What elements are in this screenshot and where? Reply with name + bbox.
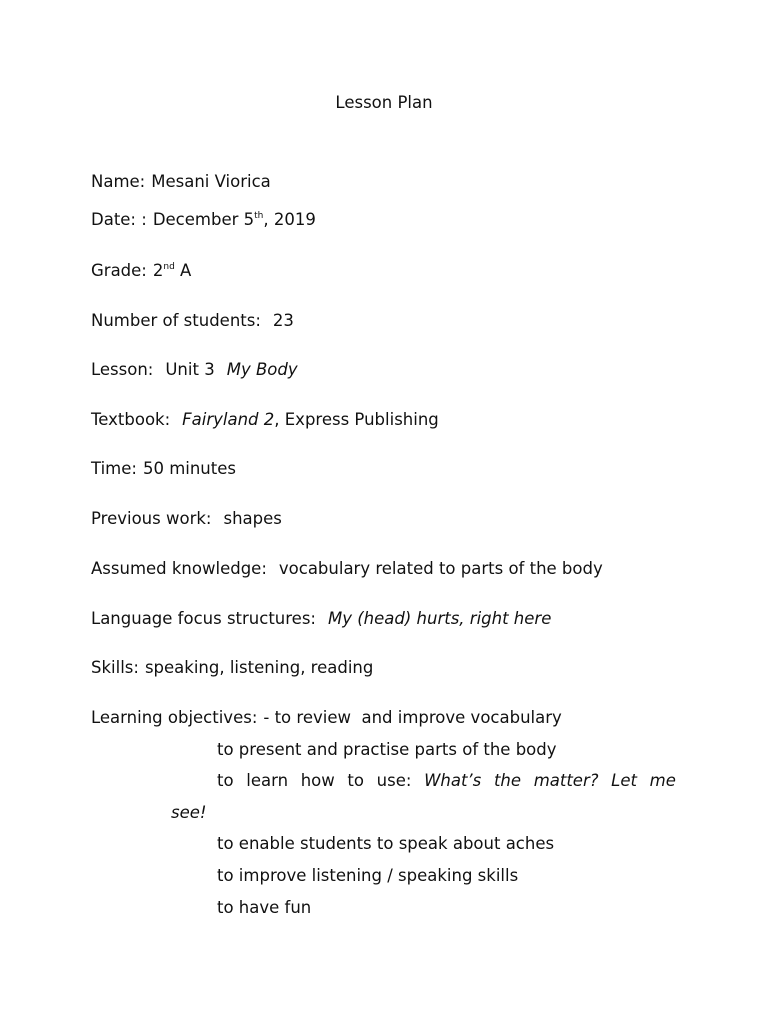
objective-word: use:	[376, 771, 412, 790]
objective-continuation	[171, 802, 207, 824]
lesson-label: Lesson:	[91, 360, 154, 379]
students-label: Number of students:	[91, 311, 261, 330]
previous-work-label: Previous work:	[91, 509, 212, 528]
lesson-line	[91, 359, 298, 381]
language-focus-label: Language focus structures:	[91, 609, 316, 628]
objective-word: to	[347, 771, 364, 790]
skills-label: Skills:	[91, 658, 139, 677]
objective-italic-word: the	[493, 771, 522, 790]
objective-italic-word: Let	[611, 771, 637, 790]
objectives-line	[91, 707, 562, 729]
assumed-knowledge-value: vocabulary related to parts of the body	[278, 559, 603, 578]
date-value: December 5	[152, 210, 255, 229]
objective-word: learn	[246, 771, 289, 790]
objective-item: to improve listening / speaking skills	[217, 866, 519, 885]
objective-word: to	[217, 771, 234, 790]
grade-value: 2	[152, 261, 164, 280]
textbook-publisher: , Express Publishing	[274, 410, 439, 429]
textbook-line	[91, 409, 439, 431]
objective-first: - to review and improve vocabulary	[263, 708, 562, 727]
time-line	[91, 458, 236, 480]
previous-work-value: shapes	[223, 509, 282, 528]
time-value: 50 minutes	[142, 459, 236, 478]
objectives-label: Learning objectives:	[91, 708, 258, 727]
date-line	[91, 209, 316, 231]
language-focus-value: My (head) hurts, right here	[327, 609, 552, 628]
students-line	[91, 310, 294, 332]
date-label: Date: :	[91, 210, 147, 229]
grade-label: Grade:	[91, 261, 147, 280]
objective-item-use	[217, 770, 676, 792]
lesson-topic: My Body	[226, 360, 298, 379]
objective-item: to enable students to speak about aches	[217, 834, 555, 853]
skills-value: speaking, listening, reading	[144, 658, 374, 677]
grade-ordinal: nd	[163, 262, 175, 272]
assumed-knowledge-line	[91, 558, 603, 580]
objective-italic-word: What’s	[424, 771, 482, 790]
time-label: Time:	[91, 459, 137, 478]
previous-work-line	[91, 508, 282, 530]
name-label: Name:	[91, 172, 146, 191]
date-year: , 2019	[263, 210, 316, 229]
date-ordinal: th	[254, 211, 264, 221]
objective-continuation-text: see!	[171, 803, 207, 822]
skills-line	[91, 657, 373, 679]
objective-italic-word: matter?	[533, 771, 599, 790]
objective-word: how	[300, 771, 335, 790]
name-value: Mesani Viorica	[151, 172, 271, 191]
lesson-unit: Unit 3	[165, 360, 215, 379]
textbook-label: Textbook:	[91, 410, 171, 429]
page-title: Lesson Plan	[335, 93, 433, 112]
grade-line	[91, 260, 191, 282]
textbook-title: Fairyland 2	[182, 410, 275, 429]
grade-class: A	[174, 261, 192, 280]
objective-item: to have fun	[217, 898, 312, 917]
name-line	[91, 171, 271, 193]
language-focus-line	[91, 608, 551, 630]
objective-item: to present and practise parts of the body	[217, 740, 557, 759]
objective-italic-word: me	[649, 771, 676, 790]
assumed-knowledge-label: Assumed knowledge:	[91, 559, 267, 578]
students-value: 23	[272, 311, 294, 330]
